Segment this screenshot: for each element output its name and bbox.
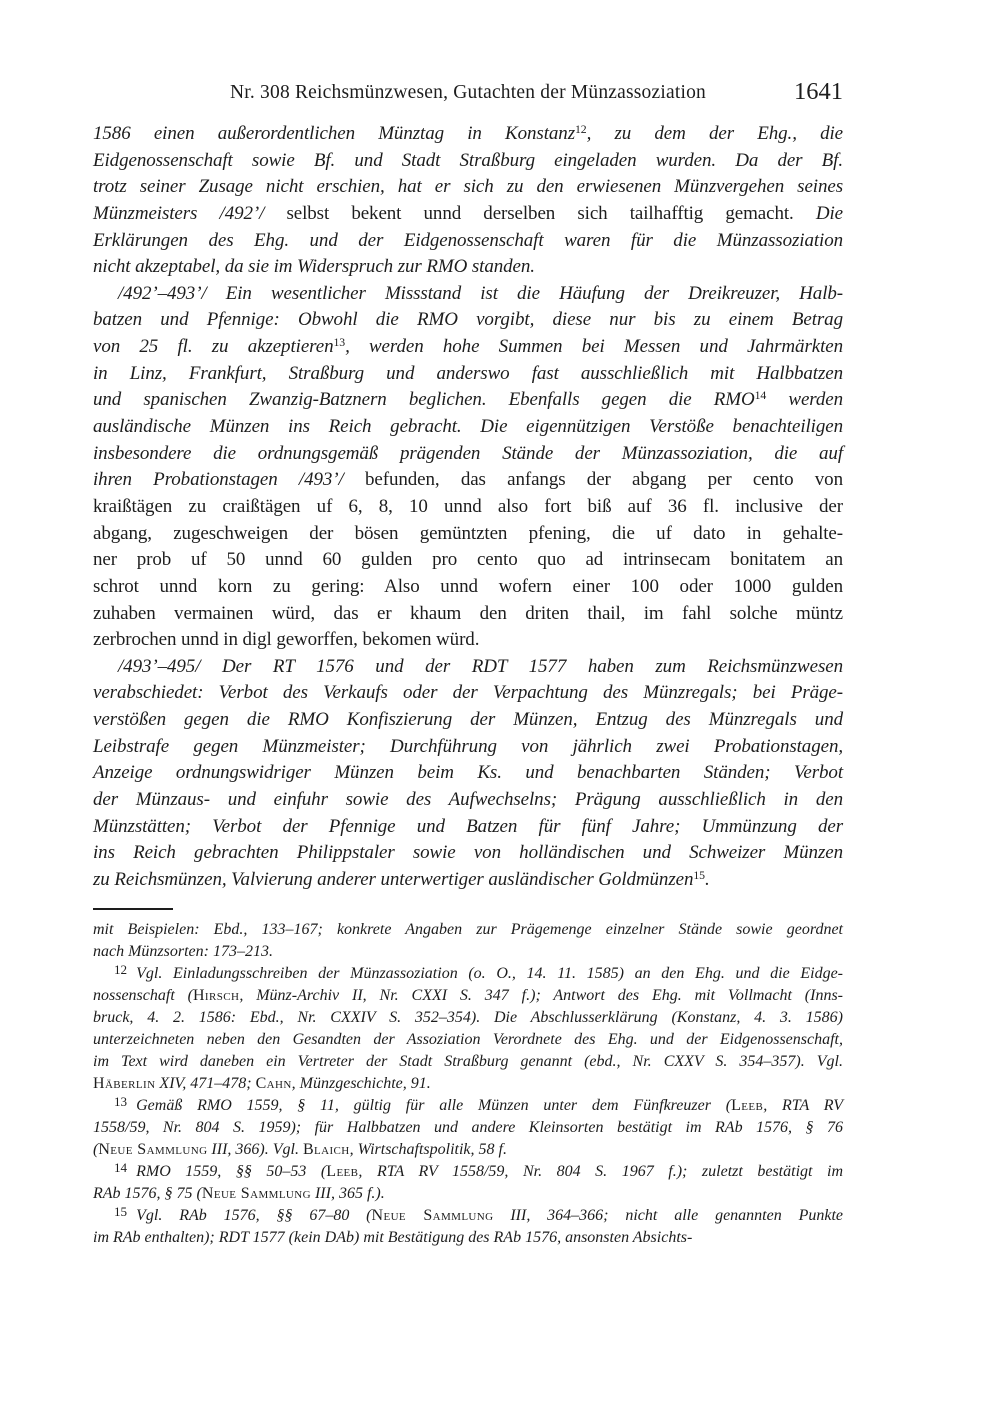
text-run: XIV, 471–478; xyxy=(155,1075,256,1092)
body-line xyxy=(93,654,843,681)
page-number: 1641 xyxy=(794,78,843,105)
body-line xyxy=(93,228,843,255)
footnote-line xyxy=(93,1117,843,1139)
body-line xyxy=(93,254,843,281)
text-run: 13 xyxy=(333,336,346,349)
text-run: , zu dem der Ehg., die xyxy=(586,123,844,144)
text-run: , Münzgeschichte, 91. xyxy=(291,1075,431,1092)
text-run: und spanischen Zwanzig-Batznern beglichen. Ebenfalls gegen die RMO xyxy=(93,389,755,411)
footnote-line xyxy=(93,941,843,963)
text-run: 14 xyxy=(114,1159,128,1175)
text-run: batzen und Pfennige: Obwohl die RMO vorgibt, diese nur bis zu einem Betrag xyxy=(93,309,843,331)
text-run: 1558/59, Nr. 804 S. 1959); für Halbbatzen und andere Kleinsorten bestätigt im RAb 1576, § 76 xyxy=(93,1119,843,1136)
text-run: kraißtägen zu craißtägen uf 6, 8, 10 unnd also fort biß auf 36 fl. inclusive der xyxy=(93,495,843,517)
footnote-line xyxy=(93,963,843,985)
body-line xyxy=(93,334,843,361)
text-run: ausländische Münzen ins Reich gebracht. Die eigennützigen Verstöße benachteiligen xyxy=(93,416,843,438)
text-run: 15 xyxy=(114,1203,128,1219)
text-run: nossenschaft ( xyxy=(93,987,193,1004)
text-run: verstößen gegen die RMO Konfiszierung der Münzen, Entzug des Münzregals und xyxy=(93,709,843,731)
text-run: trotz seiner Zusage nicht erschien, hat er sich zu den erwiesenen Münzvergehen seines xyxy=(93,176,843,198)
text-run: Vgl. RAb 1576, §§ 67–80 ( xyxy=(136,1207,372,1224)
text-run: von 25 fl. zu akzeptieren xyxy=(93,336,334,358)
text-run: Neue Sammlung xyxy=(371,1207,494,1224)
body-text xyxy=(93,121,843,894)
text-run: zuhaben vermainen würd, das er khaum den driten thail, im fahl solche müntz xyxy=(93,602,843,624)
text-run: verabschiedet: Verbot des Verkaufs oder der Verpachtung des Münzregals; bei Präge- xyxy=(93,682,843,704)
text-run: , RTA RV 1558/59, Nr. 804 S. 1967 f.); zuletzt bestätigt im xyxy=(358,1163,844,1180)
text-run: selbst bekent unnd derselben sich tailhafftig gemacht. xyxy=(286,202,816,224)
text-run: /492’–493’/ Ein wesentlicher Missstand ist die Häufung der Dreikreuzer, Halb- xyxy=(118,282,843,304)
footnote-line xyxy=(93,1051,843,1073)
body-line xyxy=(93,174,843,201)
text-run: , Wirtschaftspolitik, 58 f. xyxy=(349,1141,507,1158)
text-run: , RTA RV xyxy=(763,1097,844,1114)
text-run: in Linz, Frankfurt, Straßburg und anderswo fast ausschließlich mit Halbbatzen xyxy=(93,362,843,384)
body-line xyxy=(93,441,843,468)
text-run: abgang, zugeschweigen der bösen gemüntzten pfening, die uf dato in gehalte- xyxy=(93,522,843,544)
text-run: /493’–495/ Der RT 1576 und der RDT 1577 haben zum Reichsmünzwesen xyxy=(118,655,843,677)
text-run: 13 xyxy=(114,1093,128,1109)
text-run: Leeb xyxy=(731,1097,764,1114)
text-run: . xyxy=(704,868,710,890)
text-run: nach Münzsorten: 173–213. xyxy=(93,943,273,960)
footnote-line xyxy=(93,1095,843,1117)
footnote-line xyxy=(93,985,843,1007)
text-run: Neue Sammlung xyxy=(201,1185,311,1202)
body-line xyxy=(93,387,843,414)
text-run: Häberlin xyxy=(93,1075,156,1092)
text-run: Eidgenossenschaft sowie Bf. und Stadt Straßburg eingeladen wurden. Da der Bf. xyxy=(93,149,843,171)
body-line xyxy=(93,467,843,494)
text-run: III, 364–366; nicht alle genannten Punkte xyxy=(493,1207,844,1224)
text-run: insbesondere die ordnungsgemäß prägenden Stände der Münzassoziation, die auf xyxy=(93,442,843,464)
body-line xyxy=(93,494,843,521)
body-line xyxy=(93,601,843,628)
text-run: schrot unnd korn zu gering: Also unnd wofern einer 100 oder 1000 gulden xyxy=(93,575,843,597)
text-run: III, 366). Vgl. xyxy=(207,1141,303,1158)
footnote-line xyxy=(93,1007,843,1029)
text-run: Neue Sammlung xyxy=(98,1141,208,1158)
text-run: 14 xyxy=(754,389,767,403)
text-run: RAb 1576, § 75 ( xyxy=(93,1185,202,1202)
text-run: unterzeichneten neben den Gesandten der Assoziation Verordnete des Ehg. und der Eidgenossenschaft, xyxy=(93,1031,843,1048)
body-line xyxy=(93,814,843,841)
text-run: 12 xyxy=(114,961,128,977)
text-run: zerbrochen unnd in digl geworffen, bekomen würd. xyxy=(93,629,480,651)
footnote-line xyxy=(93,1139,843,1161)
body-line xyxy=(93,307,843,334)
body-line xyxy=(93,547,843,574)
body-line xyxy=(93,760,843,787)
text-run: zu Reichsmünzen, Valvierung anderer unterwertiger ausländischer Goldmünzen xyxy=(93,868,694,890)
text-run: werden xyxy=(766,389,843,411)
text-run: RMO 1559, §§ 50–53 ( xyxy=(136,1163,327,1180)
body-line xyxy=(93,201,843,228)
text-run: befunden, das anfangs der abgang per cento von xyxy=(365,469,843,491)
text-run: mit Beispielen: Ebd., 133–167; konkrete Angaben zur Prägemenge einzelner Stände sowie geordnet xyxy=(93,921,843,938)
text-run: nicht akzeptabel, da sie im Widerspruch zur RMO standen. xyxy=(93,256,535,278)
body-line xyxy=(93,707,843,734)
text-run: 15 xyxy=(693,868,705,882)
footnote-line xyxy=(93,1073,843,1095)
body-line xyxy=(93,787,843,814)
footnotes xyxy=(93,919,843,1249)
footnote-line xyxy=(93,1183,843,1205)
text-run: Hirsch xyxy=(192,987,240,1004)
body-line xyxy=(93,121,843,148)
text-run: bruck, 4. 2. 1586: Ebd., Nr. CXXIV S. 352–354). Die Abschlusserklärung (Konstanz, 4. 3. 1586) xyxy=(93,1009,843,1026)
body-line xyxy=(93,840,843,867)
footnote-line xyxy=(93,1029,843,1051)
text-run: Leeb xyxy=(326,1163,359,1180)
body-line xyxy=(93,521,843,548)
text-run: Vgl. Einladungsschreiben der Münzassoziation (o. O., 14. 11. 1585) an den Ehg. und die Eidge- xyxy=(136,965,843,982)
footnote-line xyxy=(93,1161,843,1183)
body-line xyxy=(93,148,843,175)
body-line xyxy=(93,414,843,441)
footnote-line xyxy=(93,919,843,941)
text-run: , werden hohe Summen bei Messen und Jahrmärkten xyxy=(345,336,843,358)
text-run: Münzstätten; Verbot der Pfennige und Batzen für fünf Jahre; Ummünzung der xyxy=(93,815,843,837)
text-run: Anzeige ordnungswidriger Münzen beim Ks. und benachbarten Ständen; Verbot xyxy=(93,762,843,784)
text-run: Die xyxy=(815,202,843,224)
text-run: 1586 einen außerordentlichen Münztag in Konstanz xyxy=(93,123,575,144)
text-run: ins Reich gebrachten Philippstaler sowie von holländischen und Schweizer Münzen xyxy=(93,842,843,864)
text-run: Leibstrafe gegen Münzmeister; Durchführung von jährlich zwei Probationstagen, xyxy=(93,735,843,757)
text-run: ( xyxy=(93,1141,99,1158)
page-header xyxy=(93,78,843,104)
footnote-line xyxy=(93,1227,843,1249)
text-run: Gemäß RMO 1559, § 11, gültig für alle Münzen unter dem Fünfkreuzer ( xyxy=(136,1097,732,1114)
body-line xyxy=(93,574,843,601)
text-run: III, 365 f.). xyxy=(310,1185,385,1202)
text-run: ihren Probationstagen /493’/ xyxy=(93,469,365,491)
footnote-line xyxy=(93,1205,843,1227)
text-run: ner prob uf 50 unnd 60 gulden pro cento quo ad intrinsecam bonitatem an xyxy=(93,549,843,571)
body-line xyxy=(93,680,843,707)
body-line xyxy=(93,627,843,654)
text-run: im Text wird daneben ein Vertreter der Stadt Straßburg genannt (ebd., Nr. CXXV S. 354–357). Vgl. xyxy=(93,1053,843,1070)
text-run: , Münz-Archiv II, Nr. CXXI S. 347 f.); Antwort des Ehg. mit Vollmacht (Inns- xyxy=(239,987,843,1004)
footnote-rule xyxy=(93,908,173,910)
text-run: Erklärungen des Ehg. und der Eidgenossenschaft waren für die Münzassoziation xyxy=(93,229,843,251)
text-run: Münzmeisters /492’/ xyxy=(93,202,287,224)
text-run: der Münzaus- und einfuhr sowie des Aufwechselns; Prägung ausschließlich in den xyxy=(93,789,843,811)
body-line xyxy=(93,867,843,894)
body-line xyxy=(93,361,843,388)
body-line xyxy=(93,734,843,761)
text-run: 12 xyxy=(575,122,587,136)
text-run: Blaich xyxy=(302,1141,350,1158)
text-run: im RAb enthalten); RDT 1577 (kein DAb) mit Bestätigung des RAb 1576, ansonsten Absichts- xyxy=(93,1229,693,1246)
text-run: Cahn xyxy=(255,1075,292,1092)
running-title: Nr. 308 Reichsmünzwesen, Gutachten der Münzassoziation xyxy=(230,82,706,103)
body-line xyxy=(93,281,843,308)
